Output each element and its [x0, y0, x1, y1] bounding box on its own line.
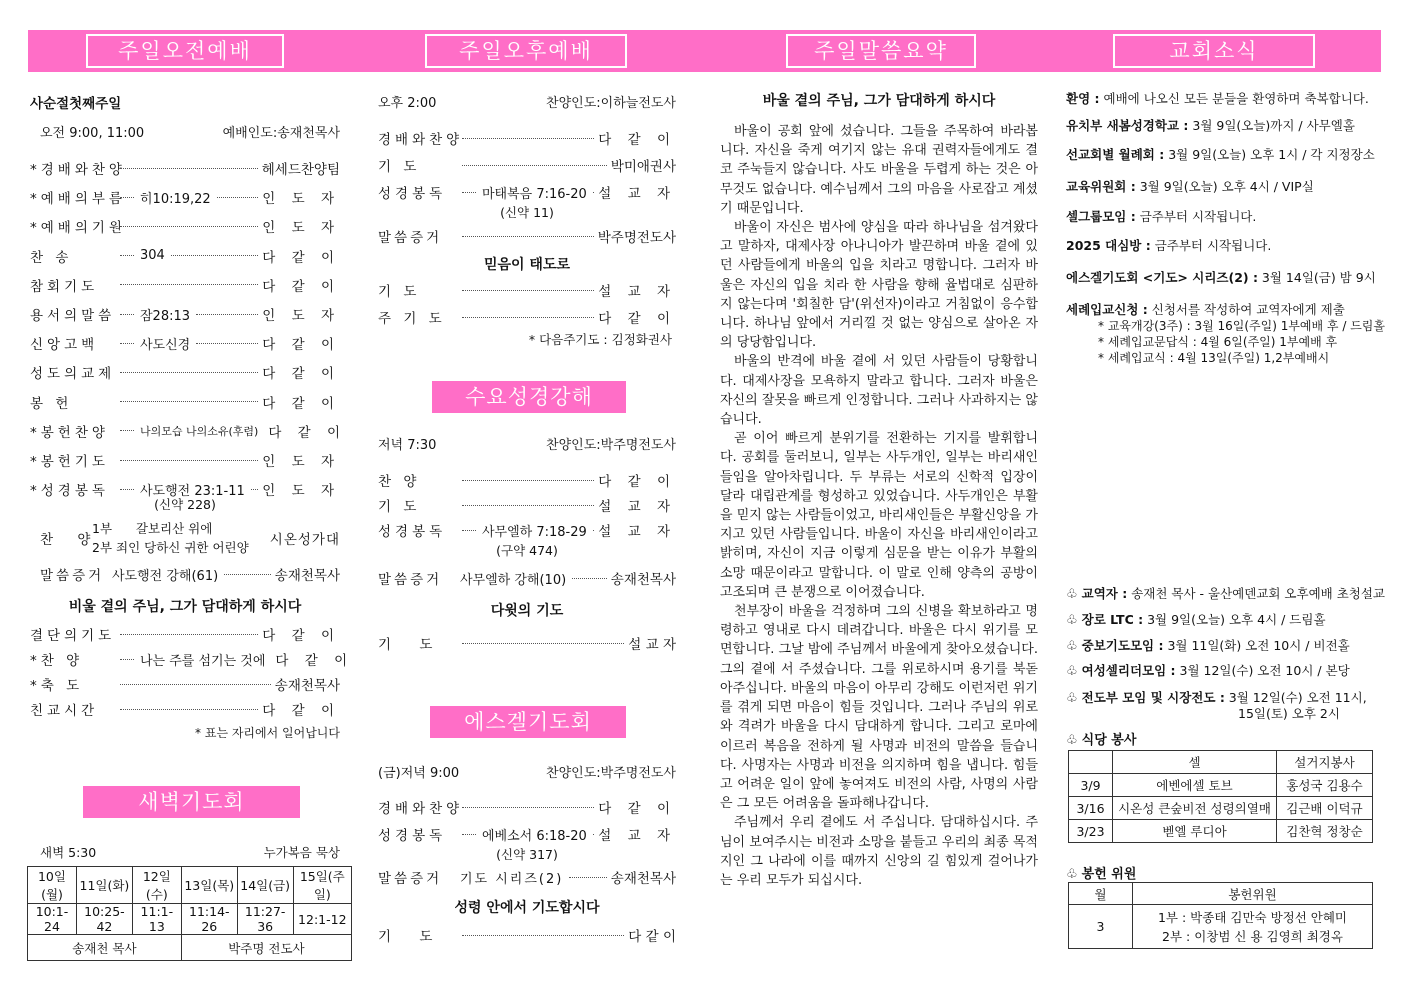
order-row	[30, 674, 340, 694]
order-who: 다 같 이	[598, 474, 676, 490]
offering-month: 3	[1069, 905, 1133, 949]
title-ezekiel-prayer: 에스겔기도회	[430, 706, 626, 738]
announcement-text: 송재천 목사 - 울산예덴교회 오후예배 초청설교	[1127, 586, 1386, 601]
ezekiel-sermon-label: 말씀증거	[378, 871, 443, 887]
order-label: 주 기 도	[378, 311, 446, 327]
morning-worship-order	[30, 82, 354, 762]
order-who: 인 도 자	[262, 220, 340, 237]
order-detail: 잠28:13	[140, 308, 191, 324]
order-detail: 사무엘하 7:18-29	[482, 524, 587, 540]
announcement-item	[1066, 661, 1350, 679]
choir-1-label: 1부	[92, 521, 113, 536]
order-who: 다 같 이	[268, 424, 347, 441]
order-label: 경배와찬양	[378, 801, 464, 817]
ezekiel-prayer-who: 다 같 이	[628, 929, 676, 945]
kitchen-title-row	[1066, 729, 1136, 748]
afternoon-sermon-who: 박주명전도사	[597, 230, 676, 246]
ezekiel-leader: 찬양인도:박주명전도사	[546, 766, 676, 781]
news-item-text: 3월 9일(오늘) 오후 4시 / VIP실	[1135, 179, 1314, 194]
order-row	[378, 797, 676, 817]
offering-line-2: 2부 : 이창범 신 용 김영희 최경옥	[1162, 928, 1343, 944]
order-label: *경배와찬양	[30, 162, 126, 178]
order-who: 송재천목사	[274, 678, 340, 694]
morning-sermon-label: 말씀증거	[40, 568, 105, 584]
kitchen-row	[1069, 797, 1373, 820]
dawn-time-row	[40, 843, 340, 861]
news-item	[1066, 145, 1375, 163]
dawn-time: 새벽 5:30	[40, 845, 97, 860]
order-label: 성경봉독	[378, 524, 447, 540]
order-label: 기 도	[378, 284, 421, 300]
season-label: 사순절첫째주일	[30, 96, 122, 112]
news-item-text: 3월 14일(금) 밤 9시	[1257, 270, 1376, 285]
order-label: 친교시간	[30, 703, 99, 719]
announcement-item	[1066, 636, 1350, 654]
order-row	[30, 624, 340, 644]
sermon-paragraph: 곧 이어 빠르게 분위기를 전환하는 기지를 발휘합니다. 공회를 둘러보니, 일부는 사두개인, 일부는 바리새인들임을 알아차립니다. 두 부류는 서로의 신학적 입장이 달라 대립관계를 형성하고 있었습니다. 사두개인은 부활을 믿지 않는 사람들이었고, 바리새인들은 부활신앙을 가지고 있던 사람들입니다. 바울이 자신을 바리새인이라고 밝히며, 자신이 지금 이렇게 심문을 받는 이유가 부활의 소망 때문이라고 말합니다. 이 말로 인해 양측의 공방이 고조되며 큰 분쟁으로 이어졌습니다.	[720, 431, 1038, 600]
order-label: 찬 송	[30, 249, 73, 266]
order-label: 신앙고백	[30, 337, 99, 354]
news-item-title: 2025 대심방 :	[1066, 238, 1151, 253]
order-who: 다 같 이	[275, 653, 354, 669]
morning-sermon-mid: 사도행전 강해(61)	[112, 568, 219, 584]
order-row	[378, 182, 676, 202]
order-row	[30, 158, 340, 178]
next-prayer-note: * 다음주기도 : 김정화권사	[528, 332, 672, 347]
order-who: 설 교 자	[598, 499, 676, 515]
baptism-sub-item: * 세례입교문답식 : 4월 6일(주일) 1부예배 후	[1098, 335, 1338, 349]
wednesday-scripture-page: (구약 474)	[496, 543, 558, 558]
kitchen-date: 3/23	[1069, 820, 1113, 843]
order-detail: 304	[140, 248, 165, 264]
news-item	[1066, 177, 1314, 195]
order-label: *축 도	[30, 678, 84, 694]
dawn-passage: 10:1-24	[28, 904, 77, 935]
choir-songs	[92, 519, 270, 557]
news-item-text: 3월 9일(오늘)까지 / 사무엘홀	[1188, 118, 1355, 133]
announcement-title: 장로 LTC :	[1081, 612, 1144, 627]
baptism-sub-item: * 교육개강(3주) : 3월 16일(주일) 1부예배 후 / 드림홀	[1098, 319, 1385, 333]
order-label: 결단의기도	[30, 628, 116, 644]
order-row	[30, 362, 340, 382]
ezekiel-sermon-row	[378, 867, 676, 887]
news-item-text: 예배에 나오신 모든 분들을 환영하며 축복합니다.	[1099, 91, 1369, 106]
order-who: 설 교 자	[598, 186, 676, 202]
order-row	[30, 333, 340, 353]
wednesday-sermon-title: 다윗의 기도	[490, 603, 564, 619]
kitchen-row	[1069, 774, 1373, 797]
sermon-paragraph: 바울이 공회 앞에 섰습니다. 그들을 주목하여 바라봅니다. 자신을 죽게 여기지 않는 유대 권력자들에게도 결코 주눅들지 않습니다. 사도 바울을 두렵게 하는 것은 아무것도 없습니다. 예수님께서 그의 마음을 사로잡고 계셨기 때문입니다.	[720, 124, 1038, 216]
kitchen-row	[1069, 820, 1373, 843]
offering-line-1: 1부 : 박종태 김만숙 방정선 안혜미	[1157, 909, 1347, 925]
dawn-passage: 11:14-26	[181, 904, 237, 935]
kitchen-dish: 김찬혁 정창순	[1277, 820, 1373, 843]
news-item	[1066, 300, 1345, 318]
order-row	[30, 421, 347, 441]
offering-title: 봉헌 위원	[1081, 867, 1137, 882]
order-row	[30, 187, 340, 207]
choir-1-song: 갈보리산 위에	[135, 521, 213, 536]
order-label: 성도의교제	[30, 366, 116, 383]
ezekiel-time-row	[378, 762, 676, 781]
news-item-title: 세례입교신청 :	[1066, 302, 1148, 317]
dawn-book: 누가복음 묵상	[263, 845, 340, 860]
order-who: 다 같 이	[262, 395, 340, 412]
afternoon-sermon-label: 말씀증거	[378, 230, 443, 246]
dawn-preacher-1: 송재천 목사	[28, 935, 182, 961]
morning-sermon-title: 비울 곁의 주님, 그가 담대하게 하시다	[68, 599, 302, 615]
title-dawn-prayer: 새벽기도회	[83, 786, 300, 818]
news-item-title: 셀그룹모임 :	[1066, 209, 1136, 224]
announcement-title: 중보기도모임 :	[1081, 638, 1164, 653]
ezekiel-prayer-row	[378, 925, 676, 945]
afternoon-leader: 찬양인도:이하늘전도사	[546, 96, 676, 111]
order-who: 설 교 자	[598, 524, 676, 540]
order-label: 성경봉독	[378, 828, 447, 844]
news-item	[1066, 236, 1271, 254]
order-label: *성경봉독	[30, 483, 109, 500]
order-who: 다 같 이	[262, 628, 340, 644]
dawn-day: 13일(목)	[181, 867, 237, 904]
ezekiel-time: (금)저녁 9:00	[378, 766, 460, 781]
dawn-preachers-row	[28, 935, 352, 961]
morning-time-row	[30, 122, 340, 141]
sermon-paragraph: 주님께서 우리 곁에도 서 주십니다. 담대하십시다. 주님이 보여주시는 비전과 소망을 붙들고 우리의 최종 목적지인 그 나라에 이를 때까지 신앙의 길 힘있게 걸어나가는 우리 모두가 되십시다.	[720, 815, 1038, 888]
morning-time: 오전 9:00, 11:00	[40, 126, 145, 141]
kitchen-title: 식당 봉사	[1081, 733, 1137, 748]
order-detail: 나의모습 나의소유(후렴)	[140, 424, 259, 438]
wednesday-prayer-who: 설 교 자	[628, 637, 676, 653]
dawn-passage: 12:1-12	[293, 904, 351, 935]
ezekiel-sermon-who: 송재천목사	[610, 871, 676, 887]
dawn-days-row	[28, 867, 352, 904]
news-item-text: 금주부터 시작됩니다.	[1150, 238, 1272, 253]
kitchen-header-cell: 셀	[1113, 751, 1277, 774]
afternoon-worship-order	[378, 82, 676, 962]
wednesday-sermon-mid: 사무엘하 강해(10)	[460, 572, 567, 588]
news-item-text: 신청서를 작성하여 교역자에게 제출	[1147, 302, 1345, 317]
wednesday-sermon-label: 말씀증거	[378, 572, 443, 588]
wednesday-prayer-label: 기 도	[378, 637, 445, 653]
order-detail: 나는 주를 섬기는 것에	[140, 653, 266, 669]
order-label: 용서의말씀	[30, 308, 116, 324]
offering-title-row	[1066, 863, 1136, 882]
order-label: 찬 양	[378, 474, 421, 490]
afternoon-time: 오후 2:00	[378, 96, 437, 111]
morning-scripture-page: (신약 228)	[154, 497, 216, 512]
order-who: 설 교 자	[598, 828, 676, 844]
order-row	[378, 824, 676, 844]
ezekiel-sermon-title: 성령 안에서 기도합시다	[454, 900, 600, 916]
club-icon: ♧	[1066, 691, 1078, 706]
announcement-item	[1066, 610, 1326, 628]
title-morning-worship: 주일오전예배	[86, 34, 284, 68]
news-item	[1066, 116, 1355, 134]
ezekiel-sermon-mid: 기도 시리즈(2)	[460, 871, 564, 887]
sermon-summary-title: 바울 곁의 주님, 그가 담대하게 하시다	[762, 93, 996, 109]
afternoon-scripture-page: (신약 11)	[500, 205, 554, 220]
order-detail: 에베소서 6:18-20	[482, 828, 587, 844]
kitchen-dish: 김근배 이덕규	[1277, 797, 1373, 820]
order-label: 참회기도	[30, 278, 99, 295]
morning-leader: 예배인도:송재천목사	[222, 126, 340, 141]
kitchen-date: 3/9	[1069, 774, 1113, 797]
news-item	[1066, 268, 1376, 286]
news-item-title: 에스겔기도회 <기도> 시리즈(2) :	[1066, 270, 1258, 285]
offering-row	[1069, 905, 1373, 949]
announcement-text: 3월 11일(화) 오전 10시 / 비전홀	[1163, 638, 1350, 653]
sermon-paragraph: 바울의 반격에 바울 곁에 서 있던 사람들이 당황합니다. 대제사장을 모욕하지 말라고 합니다. 그러자 바울은 자신의 잘못을 빠르게 인정합니다. 그러나 사과하지는 않습니다.	[720, 354, 1038, 428]
order-row	[30, 450, 340, 470]
wednesday-sermon-who: 송재천목사	[610, 572, 676, 588]
order-who: 인 도 자	[262, 454, 340, 470]
kitchen-date: 3/16	[1069, 797, 1113, 820]
kitchen-header-row	[1069, 751, 1373, 774]
wednesday-time: 저녁 7:30	[378, 438, 437, 453]
order-label: *봉헌기도	[30, 454, 109, 470]
dawn-day: 10일(월)	[28, 867, 77, 904]
order-who: 다 같 이	[262, 703, 340, 719]
afternoon-sermon-row	[378, 226, 676, 246]
dawn-day: 12일(수)	[132, 867, 181, 904]
ezekiel-prayer-label: 기 도	[378, 929, 445, 945]
kitchen-cell: 에벤에셀 토브	[1113, 774, 1277, 797]
order-row	[378, 155, 676, 175]
evangelism-line-2: 15일(토) 오후 2시	[1238, 706, 1340, 721]
news-item-title: 선교회별 월례회 :	[1066, 147, 1165, 162]
club-icon: ♧	[1066, 733, 1078, 748]
announcement-text: 3월 12일(수) 오전 11시,	[1224, 690, 1367, 705]
order-who: 다 같 이	[262, 278, 340, 295]
sermon-paragraph: 천부장이 바울을 걱정하며 그의 신병을 확보하라고 명령하고 영내로 다시 데려갑니다. 바울은 다시 위기를 모면합니다. 그날 밤에 주님께서 바울에게 찾아오셨습니다. 그의 곁에 서 주셨습니다. 그를 위로하시며 용기를 북돋아주십니다. 바울의 마음이 아무리 강해도 이런저런 위기를 겪게 되면 마음이 힘들 것입니다. 그러나 주님의 위로와 격려가 바울을 다시 담대하게 합니다. 그리고 로마에 이르러 복음을 전하게 될 사명과 비전의 말씀을 들습니다. 사명자는 사명과 비전을 의지하며 힘을 냅니다. 힘들고 어려운 일이 앞에 놓여져도 비전의 사람, 사명의 사람은 그 모든 어려움을 돌파해나갑니다.	[720, 604, 1038, 812]
order-row	[30, 699, 340, 719]
choir-2-label: 2부	[92, 540, 113, 555]
choir-who: 시온성가대	[269, 532, 340, 548]
order-label: 성경봉독	[378, 186, 447, 202]
afternoon-sermon-title: 믿음이 태도로	[483, 257, 571, 273]
order-who: 인 도 자	[262, 483, 340, 500]
order-label: *예배의부름	[30, 191, 126, 208]
offering-header-month: 월	[1069, 883, 1133, 905]
order-label: 기 도	[378, 499, 421, 515]
order-who: 인 도 자	[262, 191, 340, 208]
order-row	[30, 392, 340, 412]
order-who: 다 같 이	[598, 132, 676, 148]
announcement-title: 교역자 :	[1081, 586, 1128, 601]
kitchen-cell: 시온성 큰숲비전 성령의열매	[1113, 797, 1277, 820]
news-item	[1066, 89, 1369, 107]
club-icon: ♧	[1066, 587, 1078, 602]
ezekiel-scripture-page: (신약 317)	[496, 847, 558, 862]
announcement-text: 3월 9일(오늘) 오후 4시 / 드림홀	[1143, 612, 1326, 627]
order-who: 헤세드찬양팀	[261, 162, 340, 178]
news-item	[1066, 207, 1256, 225]
news-item-title: 환영 :	[1066, 91, 1100, 106]
club-icon: ♧	[1066, 867, 1078, 882]
offering-header-members: 봉헌위원	[1133, 883, 1373, 905]
order-detail: 히10:19,22	[140, 191, 211, 207]
order-row	[30, 216, 340, 236]
news-item-title: 교육위원회 :	[1066, 179, 1136, 194]
order-label: 기 도	[378, 159, 421, 175]
choir-row	[30, 518, 340, 558]
order-label: 봉 헌	[30, 395, 73, 412]
order-detail: 사도신경	[140, 337, 191, 353]
club-icon: ♧	[1066, 613, 1078, 628]
choir-label: 찬 양	[40, 532, 101, 548]
kitchen-table	[1068, 750, 1373, 843]
afternoon-time-row	[378, 92, 676, 111]
dawn-day: 14일(금)	[237, 867, 293, 904]
order-row	[378, 307, 676, 327]
dawn-day: 11일(화)	[76, 867, 132, 904]
wednesday-leader: 찬양인도:박주명전도사	[546, 438, 676, 453]
title-sermon-summary: 주일말씀요약	[786, 34, 976, 68]
order-row	[378, 470, 676, 490]
order-detail: 마태복음 7:16-20	[482, 186, 587, 202]
news-item-text: 금주부터 시작됩니다.	[1135, 209, 1257, 224]
dawn-passage: 11:27-36	[237, 904, 293, 935]
order-who: 다 같 이	[598, 801, 676, 817]
morning-sermon-who: 송재천목사	[274, 568, 340, 584]
announcement-title: 여성셀리더모임 :	[1081, 663, 1176, 678]
order-label: *봉헌찬양	[30, 424, 109, 441]
order-who: 설 교 자	[598, 284, 676, 300]
order-row	[378, 520, 676, 540]
order-label: *찬 양	[30, 653, 84, 669]
kitchen-cell: 벧엘 루디아	[1113, 820, 1277, 843]
order-who: 다 같 이	[262, 337, 340, 354]
club-icon: ♧	[1066, 664, 1078, 679]
sermon-summary-body	[720, 122, 1038, 890]
order-who: 다 같 이	[262, 366, 340, 383]
baptism-sub-item: * 세례입교식 : 4월 13일(주일) 1,2부예배시	[1098, 351, 1330, 365]
dawn-day: 15일(주일)	[293, 867, 351, 904]
order-label: 경배와찬양	[378, 132, 464, 148]
order-who: 인 도 자	[262, 308, 340, 324]
dawn-schedule-table	[27, 866, 352, 961]
dawn-passage: 11:1-13	[132, 904, 181, 935]
wednesday-prayer-row	[378, 633, 676, 653]
wednesday-time-row	[378, 434, 676, 453]
title-wednesday-bible: 수요성경강해	[432, 381, 626, 413]
offering-header-row	[1069, 883, 1373, 905]
dawn-preacher-2: 박주명 전도사	[181, 935, 351, 961]
order-row	[30, 275, 340, 295]
stand-note: * 표는 자리에서 일어납니다	[195, 726, 340, 740]
dawn-passage: 10:25-42	[76, 904, 132, 935]
offering-members	[1133, 905, 1373, 949]
order-row	[378, 280, 676, 300]
order-row	[30, 304, 340, 324]
title-afternoon-worship: 주일오후예배	[425, 34, 627, 68]
title-church-news: 교회소식	[1113, 34, 1315, 68]
choir-2-song: 죄인 당하신 귀한 어린양	[116, 540, 249, 555]
announcement-text: 3월 12일(수) 오전 10시 / 본당	[1175, 663, 1350, 678]
kitchen-header-dish: 설거지봉사	[1277, 751, 1373, 774]
news-item-title: 유치부 새봄성경학교 :	[1066, 118, 1189, 133]
morning-sermon-row	[30, 564, 340, 584]
kitchen-dish: 홍성국 김용수	[1277, 774, 1373, 797]
order-row	[30, 649, 354, 669]
order-detail: 사도행전 23:1-11	[140, 483, 245, 499]
wednesday-sermon-row	[378, 568, 676, 588]
announcement-item	[1066, 584, 1385, 602]
offering-table	[1068, 882, 1373, 949]
announcement-title: 전도부 모임 및 시장전도 :	[1081, 690, 1225, 705]
news-item-text: 3월 9일(오늘) 오후 1시 / 각 지정장소	[1164, 147, 1375, 162]
order-who: 다 같 이	[262, 249, 340, 266]
club-icon: ♧	[1066, 639, 1078, 654]
order-who: 다 같 이	[598, 311, 676, 327]
order-row	[378, 495, 676, 515]
order-label: *예배의기원	[30, 220, 126, 237]
sermon-paragraph: 바울이 자신은 범사에 양심을 따라 하나님을 섬겨왔다고 말하자, 대제사장 아나니아가 발끈하며 바울 곁에 있던 사람들에게 바울의 입을 치라고 명합니다. 그러자 바울은 자신의 입을 치라 한 사람을 향해 율법대로 심판하지 않는다며 '회칠한 담'(위선자)이라고 거침없이 응수합니다. 하나님 앞에서 거리낄 것 없는 양심으로 살아온 자의 당당함입니다.	[720, 220, 1038, 351]
dawn-passages-row	[28, 904, 352, 935]
order-who: 박미애권사	[610, 159, 676, 175]
order-row	[30, 246, 340, 266]
order-row	[378, 128, 676, 148]
